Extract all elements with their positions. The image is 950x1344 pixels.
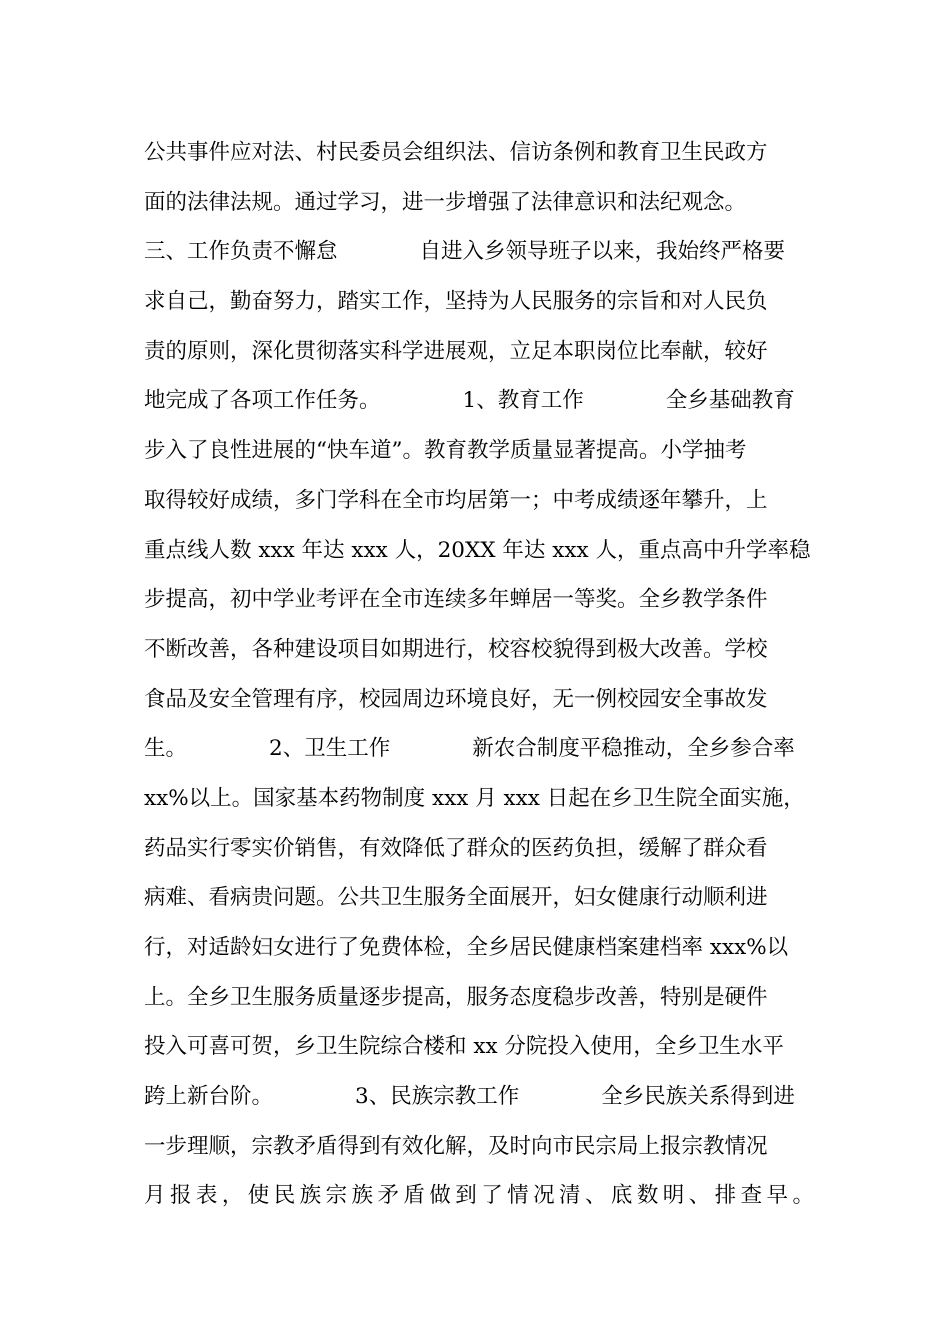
text-line: 食品及安全管理有序，校园周边环境良好，无一例校园安全事故发 bbox=[144, 686, 768, 712]
text-line: 投入可喜可贺，乡卫生院综合楼和 xx 分院投入使用，全乡卫生水平 bbox=[144, 1034, 784, 1060]
text-line: 一步理顺，宗教矛盾得到有效化解，及时向市民宗局上报宗教情况 bbox=[144, 1133, 768, 1159]
text-line: xx%以上。国家基本药物制度 xxx 月 xxx 日起在乡卫生院全面实施， bbox=[144, 785, 805, 811]
body-text bbox=[144, 128, 814, 1221]
text-line: 生。 2、卫生工作 新农合制度平稳推动，全乡参合率 bbox=[144, 736, 795, 762]
text-line: 求自己，勤奋努力，踏实工作，坚持为人民服务的宗旨和对人民负 bbox=[144, 289, 768, 315]
text-line: 跨上新台阶。 3、民族宗教工作 全乡民族关系得到进 bbox=[144, 1084, 795, 1110]
text-line: 地完成了各项工作任务。 1、教育工作 全乡基础教育 bbox=[144, 388, 795, 414]
text-line: 行，对适龄妇女进行了免费体检，全乡居民健康档案建档率 xxx%以 bbox=[144, 935, 789, 960]
text-line: 三、工作负责不懈怠 自进入乡领导班子以来，我始终严格要 bbox=[144, 239, 786, 265]
text-line: 步入了良性进展的“快车道”。教育教学质量显著提高。小学抽考 bbox=[144, 438, 747, 464]
text-line: 责的原则，深化贯彻落实科学进展观，立足本职岗位比奉献，较好 bbox=[144, 338, 768, 364]
text-line: 上。全乡卫生服务质量逐步提高，服务态度稳步改善，特别是硬件 bbox=[144, 984, 768, 1010]
text-line: 公共事件应对法、村民委员会组织法、信访条例和教育卫生民政方 bbox=[144, 140, 768, 165]
text-line: 面的法律法规。通过学习，进一步增强了法律意识和法纪观念。 bbox=[144, 189, 747, 215]
text-line: 取得较好成绩，多门学科在全市均居第一；中考成绩逐年攀升，上 bbox=[144, 487, 768, 513]
text-line: 步提高，初中学业考评在全市连续多年蝉居一等奖。全乡教学条件 bbox=[144, 587, 768, 613]
text-line: 重点线人数 xxx 年达 xxx 人，20XX 年达 xxx 人，重点高中升学率稳 bbox=[144, 537, 811, 563]
text-line: 药品实行零实价销售，有效降低了群众的医药负担，缓解了群众看 bbox=[144, 835, 768, 861]
text-line: 不断改善，各种建设项目如期进行，校容校貌得到极大改善。学校 bbox=[144, 636, 768, 662]
text-line: 月报表，使民族宗族矛盾做到了情况清、底数明、排查早。 bbox=[144, 1183, 814, 1209]
text-line: 病难、看病贵问题。公共卫生服务全面展开，妇女健康行动顺利进 bbox=[144, 885, 768, 911]
